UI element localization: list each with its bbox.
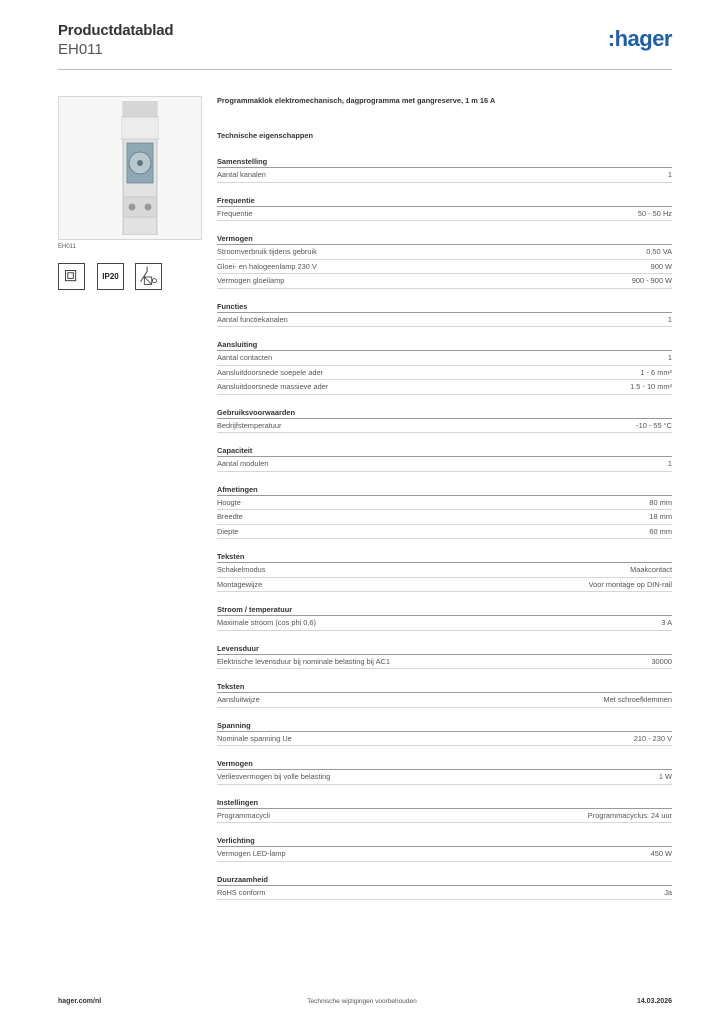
section-heading: Gebruiksvoorwaarden [217, 407, 672, 419]
section-heading: Afmetingen [217, 484, 672, 496]
section-heading: Duurzaamheid [217, 874, 672, 886]
section-spacer [217, 433, 672, 445]
image-caption: EH011 [58, 244, 76, 250]
spec-section [217, 156, 672, 195]
spec-label: Aansluitdoorsnede massieve ader [217, 382, 329, 391]
spec-label: Breedte [217, 512, 243, 521]
section-heading: Spanning [217, 720, 672, 732]
spec-section [217, 407, 672, 446]
section-spacer [217, 669, 672, 681]
spec-value: Ja [664, 887, 672, 897]
spec-section [217, 339, 672, 407]
section-heading: Aansluiting [217, 339, 672, 351]
spec-value: Programmacyclus: 24 uur [587, 810, 672, 820]
spec-section [217, 681, 672, 720]
spec-label: Aansluitdoorsnede soepele ader [217, 367, 324, 377]
spec-section [217, 301, 672, 340]
section-spacer [217, 395, 672, 407]
spec-label: Stroomverbruik tijdens gebruik [217, 247, 317, 256]
section-spacer [217, 823, 672, 835]
spec-label: Aantal kanalen [217, 170, 266, 179]
spec-row [217, 809, 672, 824]
spec-value: Voor montage op DIN-rail [588, 579, 672, 589]
spec-section [217, 233, 672, 301]
section-spacer [217, 472, 672, 484]
double-insulation-icon [58, 263, 85, 290]
spec-value: 50 - 50 Hz [637, 208, 672, 218]
spec-value: 18 mm [649, 512, 672, 521]
section-spacer [217, 631, 672, 643]
spec-value: 3 A [661, 618, 672, 627]
spec-row [217, 274, 672, 289]
spec-value: 1.5 - 10 mm² [630, 382, 672, 391]
section-heading: Samenstelling [217, 156, 672, 168]
spec-value: 1 [667, 314, 672, 324]
section-spacer [217, 746, 672, 758]
spec-section [217, 551, 672, 604]
spec-row [217, 886, 672, 901]
section-spacer [217, 708, 672, 720]
hager-logo: :hager [607, 26, 672, 51]
spec-section [217, 195, 672, 234]
spec-label: Bedrijfstemperatuur [217, 420, 282, 430]
spec-row [217, 693, 672, 708]
spec-value: 1 [667, 170, 672, 179]
section-heading: Capaciteit [217, 445, 672, 457]
spec-value: 1 - 6 mm² [640, 367, 672, 377]
spec-row [217, 351, 672, 366]
spec-row [217, 207, 672, 222]
spec-value: 1 W [658, 772, 672, 781]
spec-section [217, 835, 672, 874]
spec-row [217, 168, 672, 183]
spec-section [217, 604, 672, 643]
spec-row [217, 496, 672, 511]
spec-label: Vermogen LED-lamp [217, 849, 286, 858]
spec-label: Aantal functiekanalen [217, 314, 288, 324]
ip20-rating-icon: IP20 [97, 263, 124, 290]
spec-label: Nominale spanning Ue [217, 733, 292, 743]
product-code: EH011 [58, 41, 103, 58]
spec-label: Montagewijze [217, 579, 263, 589]
document-title: Productdatablad [58, 22, 174, 39]
spec-label: Gloei- en halogeenlamp 230 V [217, 261, 317, 271]
spec-section [217, 484, 672, 552]
section-spacer [217, 183, 672, 195]
spec-label: Verliesvermogen bij volle belasting [217, 772, 331, 781]
section-heading: Levensduur [217, 643, 672, 655]
spec-row [217, 510, 672, 525]
section-heading: Vermogen [217, 233, 672, 245]
spec-section [217, 874, 672, 901]
spec-value: Met schroefklemmen [603, 695, 672, 704]
section-heading: Frequentie [217, 195, 672, 207]
section-spacer [217, 539, 672, 551]
spec-value: 0,50 VA [646, 247, 672, 256]
spec-row [217, 366, 672, 381]
timer-device-illustration [121, 101, 159, 235]
specification-sections [217, 156, 672, 900]
section-spacer [217, 862, 672, 874]
spec-label: RoHS conform [217, 887, 266, 897]
spec-value: 210 - 230 V [633, 733, 672, 743]
section-heading: Stroom / temperatuur [217, 604, 672, 616]
spec-section [217, 643, 672, 682]
spec-label: Programmacycli [217, 810, 270, 820]
spec-section [217, 797, 672, 836]
spec-label: Hoogte [217, 497, 241, 507]
spec-section [217, 445, 672, 484]
footer-disclaimer: Technische wijzigingen voorbehouden [307, 998, 417, 1005]
section-heading: Teksten [217, 681, 672, 693]
spec-row [217, 616, 672, 631]
product-description: Programmaklok elektromechanisch, dagprogramma met gangreserve, 1 m 16 A [217, 96, 496, 105]
spec-label: Maximale stroom (cos phi 0,6) [217, 618, 316, 627]
spec-label: Frequentie [217, 208, 253, 218]
spec-label: Vermogen gloeilamp [217, 276, 285, 285]
section-heading: Vermogen [217, 758, 672, 770]
footer-website: hager.com/nl [58, 998, 102, 1005]
footer-date: 14.03.2026 [636, 998, 672, 1005]
spec-row [217, 525, 672, 540]
spec-value: 30000 [651, 656, 672, 666]
specifications-title: Technische eigenschappen [217, 131, 313, 140]
spec-label: Schakelmodus [217, 565, 266, 574]
section-spacer [217, 785, 672, 797]
section-spacer [217, 592, 672, 604]
spec-label: Aantal contacten [217, 353, 273, 362]
spec-value: 80 mm [649, 497, 672, 507]
spec-value: Maakcontact [630, 565, 672, 574]
spec-value: 450 W [650, 849, 672, 858]
spec-section [217, 720, 672, 759]
spec-value: 900 W [650, 261, 672, 271]
spec-row [217, 732, 672, 747]
spec-label: Diepte [217, 526, 239, 536]
spec-section [217, 758, 672, 797]
spec-label: Aansluitwijze [217, 695, 260, 704]
spec-row [217, 578, 672, 593]
section-spacer [217, 327, 672, 339]
section-heading: Instellingen [217, 797, 672, 809]
installation-mounting-icon [135, 263, 162, 290]
page-header [58, 22, 672, 68]
spec-row [217, 260, 672, 275]
spec-row [217, 770, 672, 785]
section-heading: Verlichting [217, 835, 672, 847]
spec-row [217, 563, 672, 578]
spec-row [217, 419, 672, 434]
spec-value: 60 mm [649, 526, 672, 536]
spec-label: Elektrische levensduur bij nominale belasting bij AC1 [217, 656, 390, 666]
spec-row [217, 313, 672, 328]
spec-value: -10 - 55 °C [636, 420, 672, 430]
section-heading: Functies [217, 301, 672, 313]
spec-value: 1 [667, 353, 672, 362]
spec-row [217, 380, 672, 395]
spec-label: Aantal modulen [217, 459, 269, 468]
spec-row [217, 847, 672, 862]
spec-row [217, 245, 672, 260]
spec-value: 900 - 900 W [631, 276, 672, 285]
section-spacer [217, 221, 672, 233]
product-image [58, 96, 202, 240]
spec-row [217, 655, 672, 670]
spec-value: 1 [667, 459, 672, 468]
header-divider [58, 69, 672, 70]
section-heading: Teksten [217, 551, 672, 563]
section-spacer [217, 289, 672, 301]
spec-row [217, 457, 672, 472]
